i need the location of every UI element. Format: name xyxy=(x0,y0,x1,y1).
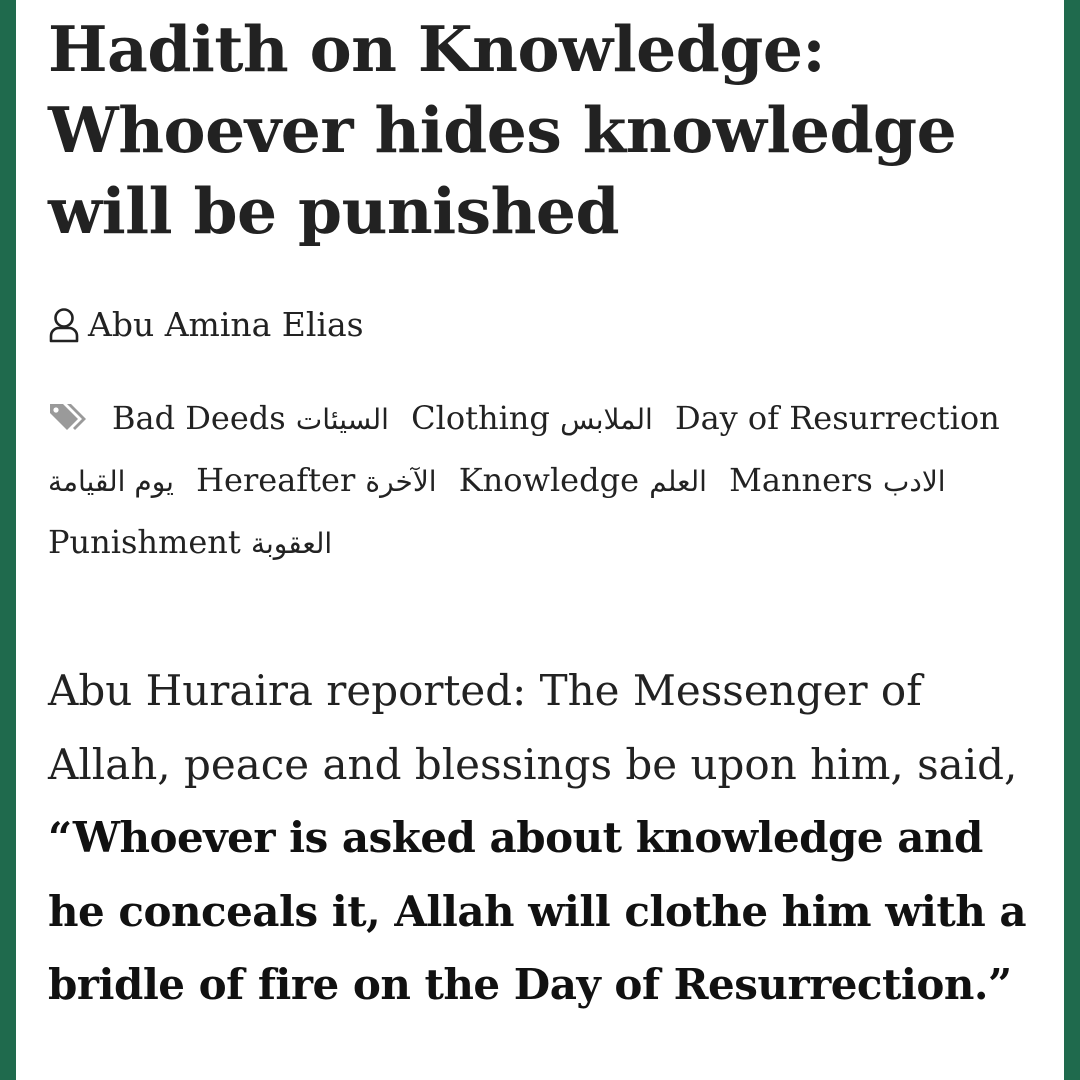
tag-manners[interactable]: Manners الادب xyxy=(729,461,946,499)
hadith-intro: Abu Huraira reported: The Messenger of Allah, peace and blessings be upon him, said, xyxy=(48,666,1018,789)
tag-list xyxy=(48,388,1008,574)
tag-knowledge[interactable]: Knowledge العلم xyxy=(458,461,707,499)
tag-punishment[interactable]: Punishment العقوبة xyxy=(48,523,333,561)
hadith-quote: “Whoever is asked about knowledge and he conceals it, Allah will clothe him with a bridle of fire on the Day of Resurrection.” xyxy=(48,813,1027,1009)
hadith-text xyxy=(48,654,1038,1022)
article-content xyxy=(48,0,1038,1009)
article-title: Hadith on Knowledge: Whoever hides knowledge will be punished xyxy=(48,12,957,248)
author-name[interactable]: Abu Amina Elias xyxy=(88,305,364,344)
tag-day-of-resurrection[interactable]: Day of Resurrection يوم القيامة xyxy=(48,399,1000,498)
tags-icon xyxy=(48,401,88,433)
tag-clothing[interactable]: Clothing الملابس xyxy=(411,399,653,437)
user-icon xyxy=(48,307,80,343)
tag-hereafter[interactable]: Hereafter الآخرة xyxy=(196,461,437,499)
tag-bad-deeds[interactable]: Bad Deeds السيئات xyxy=(112,399,389,437)
article-page xyxy=(16,0,1064,1080)
author-byline[interactable] xyxy=(48,305,364,344)
